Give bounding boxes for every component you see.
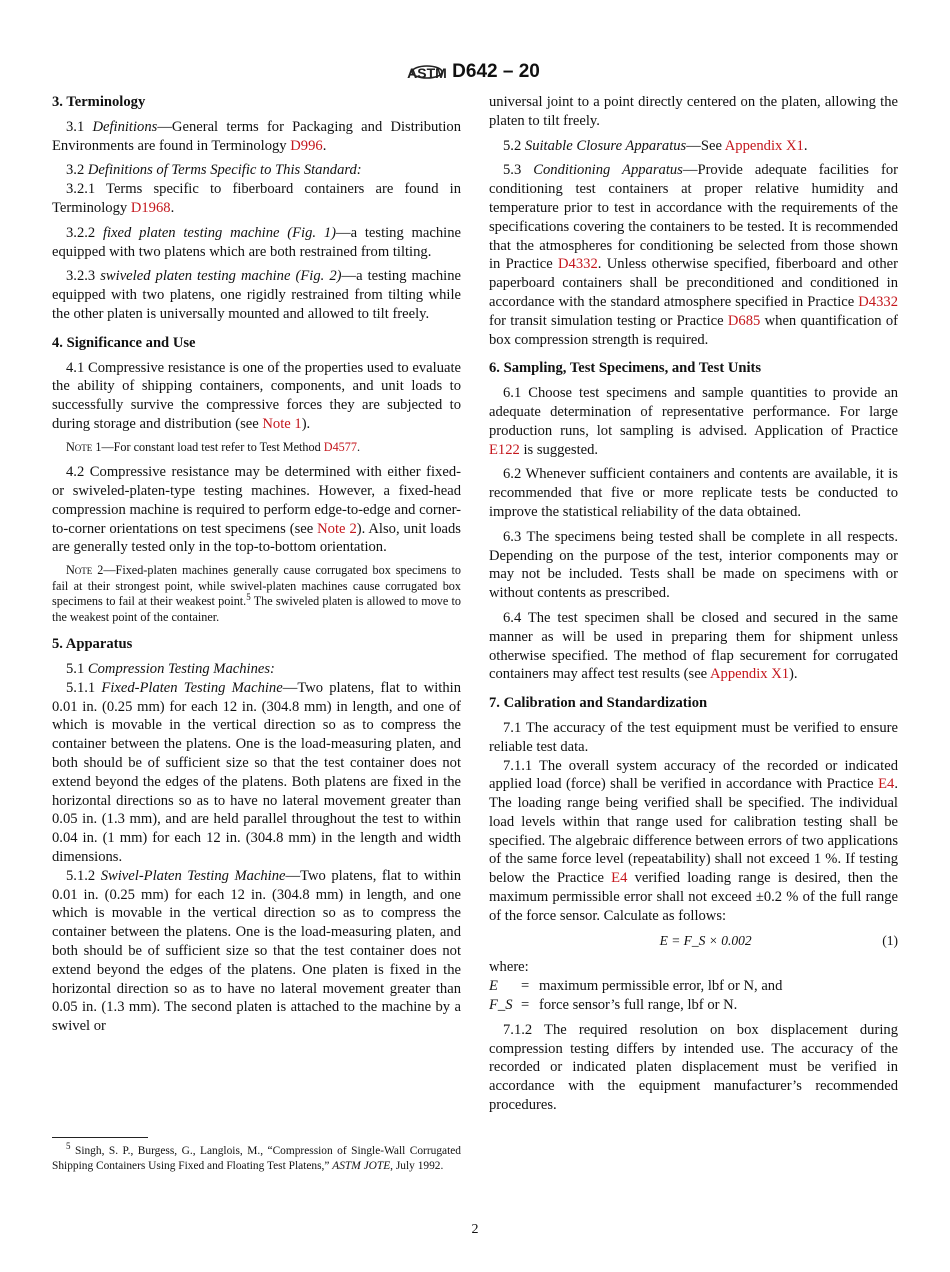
paragraph	[52, 867, 461, 1036]
page-number: 2	[471, 1222, 479, 1237]
text-run: 5.1.1	[66, 679, 102, 696]
cross-reference-link[interactable]: E122	[489, 441, 520, 458]
cross-reference-link[interactable]: Note 1	[262, 415, 302, 432]
paragraph	[489, 384, 898, 459]
text-run: 3.2.2	[66, 224, 103, 241]
footnote-rule	[52, 1137, 148, 1138]
text-run: —See	[686, 137, 725, 154]
text-run: 5. Apparatus	[52, 636, 133, 653]
astm-logo-icon	[407, 58, 447, 86]
paragraph	[489, 161, 898, 349]
text-run: The swiveled platen is allowed to move to the weakest point of the container.	[52, 594, 461, 624]
section-heading	[489, 359, 898, 378]
text-run: .	[356, 439, 360, 454]
text-run: . Unless otherwise specified, fiberboard and other paperboard containers shall be preconditioned and conditioned in accordance with the standard atmosphere specified in Practice	[489, 256, 898, 310]
text-run: 5.1	[66, 661, 88, 678]
text-run: 7.1 The accuracy of the test equipment must be verified to ensure reliable test data.	[489, 719, 898, 755]
text-run: 7.1.2 The required resolution on box displacement during compression testing differs by intended use. The accuracy of the recorded or indicated platen displacement must be verified in accordance with the equipment manufacturer’s recommended procedures.	[489, 1021, 898, 1114]
text-run: —a testing machine equipped with two platens, one rigidly restrained from tilting while the other platen is universally mounted and allowed to tilt freely.	[52, 268, 461, 322]
paragraph	[52, 679, 461, 867]
text-run: ).	[301, 415, 311, 432]
text-run: 5.3	[503, 162, 534, 179]
text-run: 7. Calibration and Standardization	[489, 695, 708, 712]
note	[52, 440, 461, 456]
italic-term: Fixed-Platen Testing Machine	[101, 679, 283, 696]
italic-term: Swivel-Platen Testing Machine	[100, 867, 286, 884]
text-run: 6.2 Whenever sufficient containers and contents are available, it is recommended that five or more replicate tests be conducted to improve the statistical reliability of the data obtained.	[489, 466, 898, 520]
italic-term: fixed platen testing machine (Fig. 1)	[102, 224, 336, 241]
text-run: where:	[489, 959, 529, 976]
definition-item	[489, 977, 898, 996]
text-run: 6.1 Choose test specimens and sample quantities to provide an adequate determination of representative performance. For large production runs, lot sampling is advised. Application of Practice	[489, 385, 898, 439]
text-run: universal joint to a point directly centered on the platen, allowing the platen to tilt freely.	[489, 94, 898, 129]
text-run: 3.2	[66, 162, 88, 179]
cross-reference-link[interactable]: E4	[611, 870, 628, 887]
cross-reference-link[interactable]: D4577	[323, 439, 357, 454]
italic-term: Conditioning Apparatus	[533, 162, 683, 179]
text-run: is suggested.	[519, 441, 599, 458]
text-run: —Two platens, flat to within 0.01 in. (0.25 mm) for each 12 in. (304.8 mm) in length, and one of which is movable in the vertical direction so as to compress the container between the platens. One is the load-measuring platen, and both should be of sufficient size so that the test container does not extend beyond the edges of the platens. Both platens are fixed in the horizontal directions so as to have no lateral movement greater than 0.05 in. (1.3 mm), and are held parallel throughout the test to within 0.04 in. (1 mm) for each 12 in. (304.8 mm) in the length and width dimensions.	[52, 679, 461, 865]
text-run: 6. Sampling, Test Specimens, and Test Units	[489, 360, 762, 377]
text-run: 7.1.1 The overall system accuracy of the recorded or indicated applied load (force) shall be verified in accordance with Practice	[489, 757, 898, 793]
paragraph	[52, 161, 461, 180]
definition-symbol: E	[489, 978, 498, 995]
note-label: Note	[66, 439, 93, 454]
footnote: $^5$ Singh, S. P., Burgess, G., Langlois, M., “Compression of Single-Wall Corrugated Shipping Containers Using Fixed and Floating Test Platens,” ASTM JOTE, July 1992.	[52, 1141, 461, 1172]
footnote-ref[interactable]: 5	[246, 592, 251, 603]
definition-text: maximum permissible error, lbf or N, and	[539, 978, 783, 995]
text-run: 3.1	[66, 118, 93, 135]
definition-equals: =	[521, 978, 530, 995]
text-run: for transit simulation testing or Practice	[489, 312, 728, 329]
paragraph	[489, 757, 898, 926]
cross-reference-link[interactable]: Note 2	[317, 520, 357, 537]
text-run: —Provide adequate facilities for conditioning test containers at proper relative humidity and temperature prior to test in accordance with the requirements of the specifications covering the containers to be tested. It is recommended that the atmospheres for conditioning be selected from those shown in Practice	[489, 162, 899, 273]
text-run: .	[170, 199, 175, 216]
text-run: 4.2 Compressive resistance may be determined with either fixed- or swiveled-platen-type testing machines. However, a fixed-head compression machine is required to perform edge-to-edge and corner-to-corner orientations on test specimens (see	[52, 464, 461, 537]
text-run: verified loading range is desired, then the maximum permissible error shall not exceed ±0.2 % of the full range of the force sensor. Calculate as follows:	[489, 870, 898, 924]
text-run: 5.2	[503, 137, 525, 154]
text-run: 1—For constant load test refer to Test Method	[92, 439, 324, 454]
definition-symbol: F_S	[489, 997, 513, 1014]
text-run: .	[803, 137, 808, 154]
cross-reference-link[interactable]: E4	[878, 776, 895, 793]
paragraph	[489, 958, 898, 977]
text-run: ).	[789, 666, 798, 683]
paragraph	[52, 267, 461, 323]
italic-term: Definitions of Terms Specific to This Standard:	[87, 162, 362, 179]
definition-item	[489, 996, 898, 1015]
paragraph	[52, 359, 461, 434]
text-run: 6.3 The specimens being tested shall be complete in all respects. Depending on the purpose of the test, interior components may or may not be included. Tests shall be made on specimens with or without contents as prescribed.	[489, 528, 898, 602]
text-run: 6.4 The test specimen shall be closed and secured in the same manner as will be used in preparing them for shipment unless otherwise specified. The method of flap securement for corrugated containers may affect test results (see	[489, 609, 898, 683]
cross-reference-link[interactable]: D4332	[858, 293, 898, 310]
paragraph	[489, 137, 898, 156]
cross-reference-link[interactable]: Appendix X1	[710, 666, 790, 683]
page-header	[0, 58, 950, 86]
cross-reference-link[interactable]: D4332	[558, 256, 598, 273]
text-run: —General terms for Packaging and Distribution Environments are found in Terminology	[52, 118, 461, 154]
text-run: 3. Terminology	[52, 94, 146, 110]
paragraph	[52, 463, 461, 557]
italic-term: Compression Testing Machines:	[87, 661, 275, 678]
equation-number: (1)	[882, 932, 898, 948]
text-run: . The loading range being verified shall be specified. The individual load levels within that range used for calibration testing shall be specified. The algebraic difference between errors of two applications of the same force level (repeatability) shall not exceed 1 %. If testing below the Practice	[489, 776, 898, 887]
cross-reference-link[interactable]: Appendix X1	[724, 137, 804, 154]
paragraph	[489, 719, 898, 757]
paragraph	[489, 609, 898, 684]
section-heading	[52, 635, 461, 654]
cross-reference-link[interactable]: D685	[727, 312, 761, 329]
standard-designation: D642 – 20	[452, 61, 540, 82]
italic-term: Suitable Closure Apparatus	[524, 137, 687, 154]
text-run: 3.2.3	[66, 268, 101, 285]
text-run: 2—Fixed-platen machines generally cause corrugated box specimens to fail at their strongest point, while swivel-platen machines cause corrugated box specimens to fail at their weakest point.	[52, 563, 461, 609]
text-run: —Two platens, flat to within 0.01 in. (0.25 mm) for each 12 in. (304.8 mm) in length, and one which is movable in the vertical direction so as to compress the container between the platens. One is the load-measuring platen, and both should be of sufficient size so that the test container does not extend beyond the edges of the platens. One platen is fixed in the horizontal direction so as to have no lateral movement greater than 0.05 in. (1.3 mm). The second platen is attached to the machine by a swivel or	[52, 867, 462, 1035]
section-heading	[489, 694, 898, 713]
note	[52, 563, 461, 625]
paragraph	[52, 224, 461, 262]
text-run: 4. Significance and Use	[52, 334, 196, 351]
note-label: Note	[66, 563, 93, 578]
paragraph	[489, 528, 898, 603]
definition-text: force sensor’s full range, lbf or N.	[539, 997, 738, 1014]
paragraph	[489, 465, 898, 521]
equation	[489, 932, 898, 951]
paragraph	[489, 93, 898, 131]
paragraph	[52, 118, 461, 156]
text-run: 4.1 Compressive resistance is one of the properties used to evaluate the ability of shipping containers, components, and unit loads to successfully survive the compressive forces they are subjected to during storage and distribution (see	[52, 359, 461, 432]
text-run: ). Also, unit loads are generally tested only in the top-to-bottom orientation.	[52, 520, 461, 556]
italic-term: Definitions	[92, 118, 158, 135]
section-heading	[52, 334, 461, 353]
cross-reference-link[interactable]: D996	[290, 137, 323, 154]
paragraph	[489, 1021, 898, 1115]
equation-formula: E = F_S × 0.002	[659, 932, 752, 948]
right-column	[489, 93, 898, 1121]
text-run: when quantification of box compression strength is required.	[489, 312, 898, 348]
text-run: .	[322, 137, 327, 154]
section-heading	[52, 93, 461, 112]
text-run: 5.1.2	[66, 867, 101, 884]
text-run: —a testing machine equipped with two platens which are both restrained from tilting.	[52, 224, 461, 260]
cross-reference-link[interactable]: D1968	[130, 199, 171, 216]
paragraph	[52, 660, 461, 679]
text-run: 3.2.1 Terms specific to fiberboard containers are found in Terminology	[52, 181, 461, 216]
paragraph	[52, 180, 461, 218]
left-column	[52, 93, 461, 1042]
definition-equals: =	[521, 997, 530, 1014]
svg-text:ASTM: ASTM	[407, 65, 447, 81]
italic-term: swiveled platen testing machine (Fig. 2)	[100, 268, 342, 285]
